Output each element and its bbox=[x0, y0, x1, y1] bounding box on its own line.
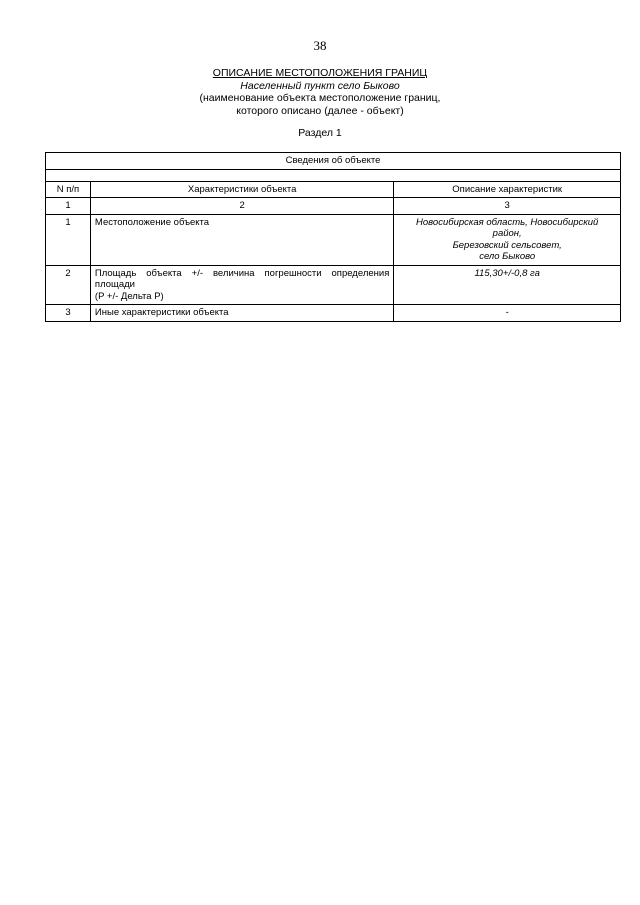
row-description bbox=[394, 214, 621, 265]
row-num: 2 bbox=[46, 265, 91, 305]
characteristic-line: (P +/- Дельта P) bbox=[94, 290, 164, 302]
page-number: 38 bbox=[313, 38, 327, 53]
table-numbering-row bbox=[46, 198, 621, 215]
row-num: 1 bbox=[46, 214, 91, 265]
description-line: Новосибирская область, Новосибирский bbox=[416, 216, 599, 228]
table-row bbox=[46, 265, 621, 305]
table-row bbox=[46, 214, 621, 265]
header-characteristic: Характеристики объекта bbox=[90, 181, 393, 198]
numbering-cell: 3 bbox=[394, 198, 621, 215]
row-characteristic bbox=[90, 265, 393, 305]
characteristic-line: Площадь объекта +/- величина погрешности определения площади bbox=[94, 267, 390, 290]
table-caption-row bbox=[46, 153, 621, 170]
document-title: ОПИСАНИЕ МЕСТОПОЛОЖЕНИЯ ГРАНИЦ bbox=[212, 67, 428, 79]
description-line: село Быково bbox=[479, 251, 536, 262]
table-spacer-cell bbox=[46, 169, 621, 181]
object-info-table bbox=[45, 152, 621, 322]
table-caption: Сведения об объекте bbox=[46, 153, 621, 170]
row-description: 115,30+/-0,8 га bbox=[394, 265, 621, 305]
row-num: 3 bbox=[46, 305, 91, 322]
row-description: - bbox=[394, 305, 621, 322]
document-header bbox=[0, 67, 640, 117]
row-characteristic: Местоположение объекта bbox=[90, 214, 393, 265]
header-note-line1: (наименование объекта местоположение границ, bbox=[199, 92, 441, 104]
section-title: Раздел 1 bbox=[298, 127, 342, 139]
document-subtitle: Населенный пункт село Быково bbox=[240, 79, 400, 92]
header-description: Описание характеристик bbox=[394, 181, 621, 198]
row-characteristic: Иные характеристики объекта bbox=[90, 305, 393, 322]
header-num: N п/п bbox=[46, 181, 91, 198]
numbering-cell: 2 bbox=[90, 198, 393, 215]
description-line: район, bbox=[492, 228, 522, 239]
table-row bbox=[46, 305, 621, 322]
header-note-line2: которого описано (далее - объект) bbox=[236, 104, 404, 117]
table-header-row bbox=[46, 181, 621, 198]
table-spacer-row bbox=[46, 169, 621, 181]
description-line: Березовский сельсовет, bbox=[452, 239, 562, 251]
numbering-cell: 1 bbox=[46, 198, 91, 215]
